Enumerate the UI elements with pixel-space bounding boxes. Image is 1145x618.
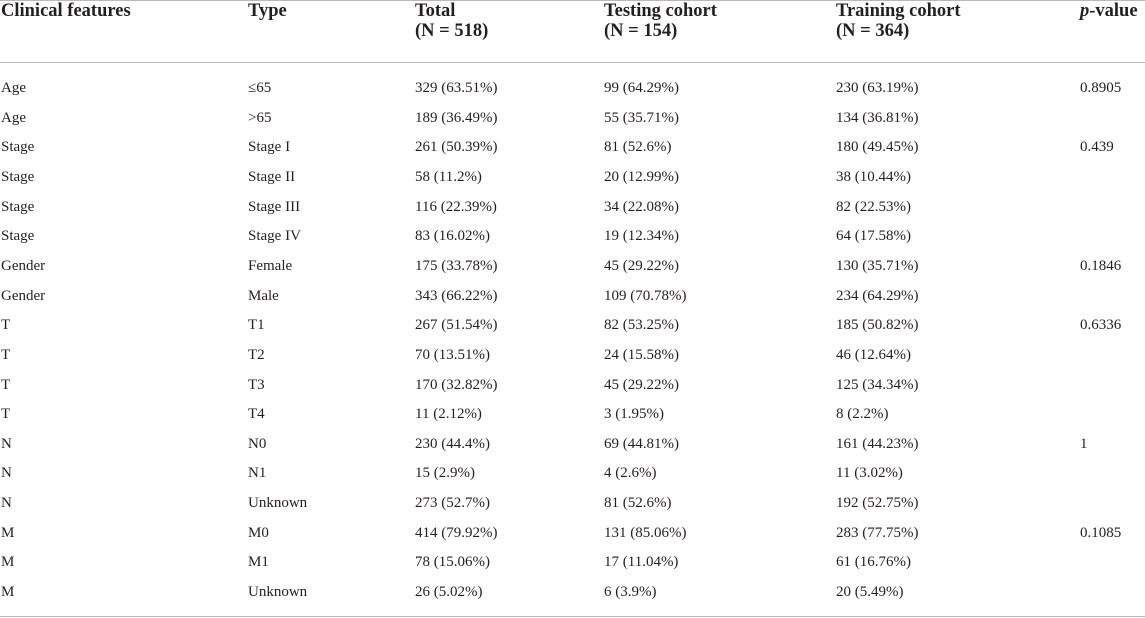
total-cell: 261 (50.39%) [415, 139, 498, 156]
training-cohort-cell: 161 (44.23%) [836, 435, 919, 452]
training-cohort-cell: 46 (12.64%) [836, 346, 911, 363]
feature-cell: N [1, 495, 12, 512]
training-cohort-cell: 20 (5.49%) [836, 584, 904, 601]
total-cell: 83 (16.02%) [415, 228, 490, 245]
testing-cohort-cell: 45 (29.22%) [604, 257, 679, 274]
training-cohort-cell: 11 (3.02%) [836, 465, 903, 482]
p-value-cell: 0.6336 [1080, 317, 1122, 334]
total-cell: 26 (5.02%) [415, 584, 483, 601]
total-cell: 189 (36.49%) [415, 109, 498, 126]
testing-cohort-cell: 109 (70.78%) [604, 287, 687, 304]
table-row [0, 345, 1145, 375]
testing-cohort-cell: 82 (53.25%) [604, 317, 679, 334]
training-cohort-cell: 125 (34.34%) [836, 376, 919, 393]
testing-cohort-cell: 45 (29.22%) [604, 376, 679, 393]
p-value-cell: 0.8905 [1080, 80, 1122, 96]
feature-cell: N [1, 465, 12, 482]
p-value-cell: 0.439 [1080, 139, 1114, 156]
type-cell: Stage I [248, 139, 291, 156]
training-cohort-cell: 38 (10.44%) [836, 168, 911, 185]
total-cell: 329 (63.51%) [415, 80, 498, 96]
table-row [0, 523, 1145, 553]
type-cell: >65 [248, 109, 272, 126]
testing-cohort-cell: 20 (12.99%) [604, 168, 679, 185]
total-cell: 70 (13.51%) [415, 346, 490, 363]
total-cell: 11 (2.12%) [415, 406, 482, 423]
type-cell: Unknown [248, 584, 308, 601]
training-cohort-cell: 8 (2.2%) [836, 406, 889, 423]
testing-cohort-cell: 34 (22.08%) [604, 198, 679, 215]
training-cohort-cell: 61 (16.76%) [836, 554, 911, 571]
testing-cohort-cell: 99 (64.29%) [604, 80, 679, 96]
table-top-rule [0, 0, 1145, 1]
testing-cohort-cell: 3 (1.95%) [604, 406, 664, 423]
feature-cell: Age [1, 80, 26, 96]
feature-cell: Stage [1, 139, 35, 156]
total-cell: 343 (66.22%) [415, 287, 498, 304]
type-cell: Stage IV [248, 228, 301, 245]
type-cell: T3 [248, 376, 265, 393]
training-cohort-cell: 82 (22.53%) [836, 198, 911, 215]
testing-cohort-cell: 19 (12.34%) [604, 228, 679, 245]
feature-cell: M [1, 524, 15, 541]
table-row [0, 78, 1145, 108]
table-row [0, 137, 1145, 167]
feature-cell: M [1, 554, 15, 571]
testing-cohort-cell: 81 (52.6%) [604, 139, 672, 156]
type-cell: T1 [248, 317, 265, 334]
type-cell: T2 [248, 346, 265, 363]
training-cohort-cell: 130 (35.71%) [836, 257, 919, 274]
type-cell: ≤65 [248, 80, 272, 96]
training-cohort-cell: 283 (77.75%) [836, 524, 919, 541]
header-testing-cohort: Testing cohort (N = 154) [604, 1, 717, 41]
total-cell: 170 (32.82%) [415, 376, 498, 393]
training-cohort-cell: 134 (36.81%) [836, 109, 919, 126]
type-cell: N1 [248, 465, 267, 482]
table-bottom-rule [0, 616, 1145, 617]
type-cell: N0 [248, 435, 267, 452]
total-cell: 414 (79.92%) [415, 524, 498, 541]
training-cohort-cell: 185 (50.82%) [836, 317, 919, 334]
header-clinical-features: Clinical features [1, 1, 131, 21]
testing-cohort-cell: 6 (3.9%) [604, 584, 657, 601]
feature-cell: N [1, 435, 12, 452]
total-cell: 175 (33.78%) [415, 257, 498, 274]
table-row [0, 493, 1145, 523]
testing-cohort-cell: 55 (35.71%) [604, 109, 679, 126]
total-cell: 273 (52.7%) [415, 495, 490, 512]
header-type: Type [248, 1, 287, 21]
testing-cohort-cell: 131 (85.06%) [604, 524, 687, 541]
feature-cell: M [1, 584, 15, 601]
type-cell: Male [248, 287, 279, 304]
p-value-cell: 0.1846 [1080, 257, 1122, 274]
table-row [0, 375, 1145, 405]
feature-cell: T [1, 317, 11, 334]
testing-cohort-cell: 24 (15.58%) [604, 346, 679, 363]
feature-cell: Gender [1, 287, 46, 304]
feature-cell: Stage [1, 228, 35, 245]
type-cell: Stage II [248, 168, 296, 185]
table-row [0, 404, 1145, 434]
testing-cohort-cell: 4 (2.6%) [604, 465, 657, 482]
feature-cell: Gender [1, 257, 46, 274]
header-p-value: p-value [1080, 1, 1138, 21]
training-cohort-cell: 192 (52.75%) [836, 495, 919, 512]
testing-cohort-cell: 69 (44.81%) [604, 435, 679, 452]
total-cell: 116 (22.39%) [415, 198, 497, 215]
type-cell: Unknown [248, 495, 308, 512]
total-cell: 267 (51.54%) [415, 317, 498, 334]
p-value-cell: 0.1085 [1080, 524, 1122, 541]
table-row [0, 582, 1145, 612]
feature-cell: Stage [1, 168, 35, 185]
header-training-cohort: Training cohort (N = 364) [836, 1, 961, 41]
table-row [0, 286, 1145, 316]
p-value-cell: 1 [1080, 435, 1088, 452]
table-row [0, 108, 1145, 138]
training-cohort-cell: 234 (64.29%) [836, 287, 919, 304]
feature-cell: T [1, 346, 11, 363]
table-row [0, 226, 1145, 256]
table-row [0, 315, 1145, 345]
type-cell: T4 [248, 406, 265, 423]
total-cell: 15 (2.9%) [415, 465, 475, 482]
total-cell: 58 (11.2%) [415, 168, 482, 185]
feature-cell: Age [1, 109, 26, 126]
feature-cell: T [1, 376, 11, 393]
table-row [0, 552, 1145, 582]
table-row [0, 463, 1145, 493]
table-row [0, 256, 1145, 286]
training-cohort-cell: 180 (49.45%) [836, 139, 919, 156]
type-cell: Female [248, 257, 293, 274]
type-cell: Stage III [248, 198, 301, 215]
header-total: Total (N = 518) [415, 1, 489, 41]
total-cell: 230 (44.4%) [415, 435, 490, 452]
table-row [0, 197, 1145, 227]
testing-cohort-cell: 81 (52.6%) [604, 495, 672, 512]
testing-cohort-cell: 17 (11.04%) [604, 554, 679, 571]
type-cell: M1 [248, 554, 269, 571]
table-row [0, 434, 1145, 464]
feature-cell: Stage [1, 198, 35, 215]
type-cell: M0 [248, 524, 269, 541]
total-cell: 78 (15.06%) [415, 554, 490, 571]
table-row [0, 167, 1145, 197]
training-cohort-cell: 230 (63.19%) [836, 80, 919, 96]
header-rule [0, 62, 1145, 63]
training-cohort-cell: 64 (17.58%) [836, 228, 911, 245]
feature-cell: T [1, 406, 11, 423]
